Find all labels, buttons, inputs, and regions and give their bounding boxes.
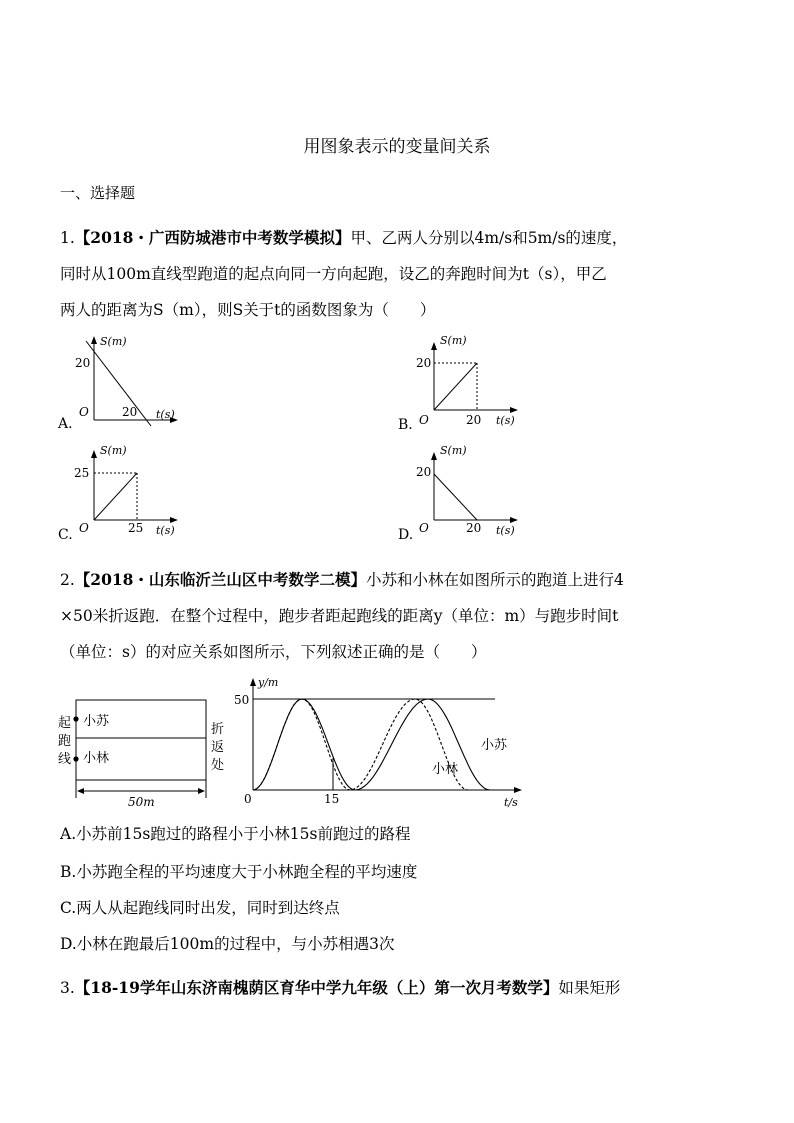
q3-number: 3. (60, 979, 75, 997)
x-tick: 25 (128, 521, 144, 535)
start-line-char: 线 (58, 752, 72, 767)
x-tick: 15 (324, 792, 340, 806)
graph-line (86, 341, 151, 426)
q1-text-1: 甲、乙两人分别以4m/s和5m/s的速度， (350, 229, 628, 247)
q1-graph-a (56, 330, 196, 434)
y-axis-arrow-icon (250, 678, 256, 686)
x-tick: 20 (466, 413, 482, 427)
q2-number: 2. (60, 571, 75, 589)
q2-source: 【2018・山东临沂兰山区中考数学二模】 (74, 570, 366, 589)
track-outline (76, 700, 206, 780)
runner1-label: 小苏 (83, 714, 110, 729)
y-tick: 25 (74, 466, 90, 480)
x-tick: 20 (122, 405, 138, 419)
option-label: D. (398, 527, 414, 543)
dim-arrow-right-icon (198, 788, 205, 794)
turn-char: 处 (211, 758, 225, 773)
runner2-label: 小林 (83, 751, 110, 766)
q1-line1 (60, 226, 627, 248)
q2-yt-chart (234, 672, 530, 810)
x-label: t(s) (156, 408, 175, 421)
section-heading: 一、选择题 (60, 184, 136, 202)
x-tick: 20 (466, 521, 482, 535)
y-tick: 20 (416, 356, 432, 370)
q1-source: 【2018・广西防城港市中考数学模拟】 (74, 228, 351, 247)
origin-label: 0 (244, 792, 252, 806)
option-label: C. (58, 527, 73, 543)
q1-graph-b (396, 330, 536, 434)
y-tick: 20 (416, 465, 432, 479)
q1-line3: 两人的距离为S（m），则S关于t的函数图象为（ ） (60, 301, 436, 319)
y-tick: 20 (75, 356, 91, 370)
q3-source: 【18-19学年山东济南槐荫区育华中学九年级（上）第一次月考数学】 (74, 978, 559, 997)
turn-char: 折 (211, 722, 225, 737)
y-axis-arrow-icon (91, 336, 97, 344)
q2-text-1: 小苏和小林在如图所示的跑道上进行4 (365, 571, 624, 589)
x-axis-arrow-icon (510, 407, 518, 413)
q1-line2: 同时从100m直线型跑道的起点向同一方向起跑，设乙的奔跑时间为t（s），甲乙 (60, 265, 607, 283)
q2-option-d: D.小林在跑最后100m的过程中，与小苏相遇3次 (60, 935, 395, 953)
y-axis-arrow-icon (431, 452, 437, 460)
q1-number: 1. (60, 229, 75, 247)
x-axis-arrow-icon (514, 787, 522, 793)
origin-label: O (419, 521, 429, 535)
start-line-char: 跑 (58, 734, 72, 749)
x-label: t(s) (496, 524, 515, 537)
origin-label: O (79, 521, 89, 535)
start-line-char: 起 (58, 716, 72, 731)
y-label: y/m (258, 676, 279, 689)
q2-option-c: C.两人从起跑线同时出发，同时到达终点 (60, 899, 340, 917)
q1-graph-c (56, 440, 196, 544)
q2-track-diagram (56, 690, 236, 808)
option-label: A. (58, 416, 73, 432)
y-label: S(m) (440, 444, 467, 457)
x-axis-arrow-icon (170, 517, 178, 523)
origin-label: O (79, 405, 89, 419)
x-label: t(s) (156, 524, 175, 537)
y-label: S(m) (100, 444, 127, 457)
origin-label: O (419, 413, 429, 427)
q2-line2: ×50米折返跑．在整个过程中，跑步者距起跑线的距离y（单位：m）与跑步时间t (60, 607, 619, 625)
x-label: t(s) (496, 414, 515, 427)
graph-line (94, 473, 137, 520)
graph-line (434, 474, 477, 520)
y-axis-arrow-icon (431, 342, 437, 350)
x-axis-arrow-icon (510, 517, 518, 523)
y-label: S(m) (440, 334, 467, 347)
turn-char: 返 (211, 740, 225, 755)
option-label: B. (398, 417, 413, 433)
dim-arrow-left-icon (77, 788, 84, 794)
graph-line (434, 363, 477, 410)
runner1-dot (73, 716, 78, 721)
series-lin-label: 小林 (432, 762, 459, 777)
q2-option-b: B.小苏跑全程的平均速度大于小林跑全程的平均速度 (60, 863, 418, 881)
q3-line1 (60, 976, 620, 998)
q2-line3: （单位：s）的对应关系如图所示，下列叙述正确的是（ ） (60, 643, 487, 661)
q1-graph-d (396, 440, 536, 544)
runner2-dot (73, 756, 78, 761)
y-axis-arrow-icon (91, 450, 97, 458)
distance-label: 50m (128, 795, 155, 809)
x-label: t/s (504, 796, 518, 809)
q2-line1 (60, 568, 624, 590)
y-tick: 50 (234, 693, 250, 707)
series-su-label: 小苏 (481, 738, 508, 753)
page-title: 用图象表示的变量间关系 (303, 137, 491, 157)
y-label: S(m) (100, 335, 127, 348)
q3-text-1: 如果矩形 (558, 979, 621, 997)
q2-option-a: A.小苏前15s跑过的路程小于小林15s前跑过的路程 (60, 825, 411, 843)
